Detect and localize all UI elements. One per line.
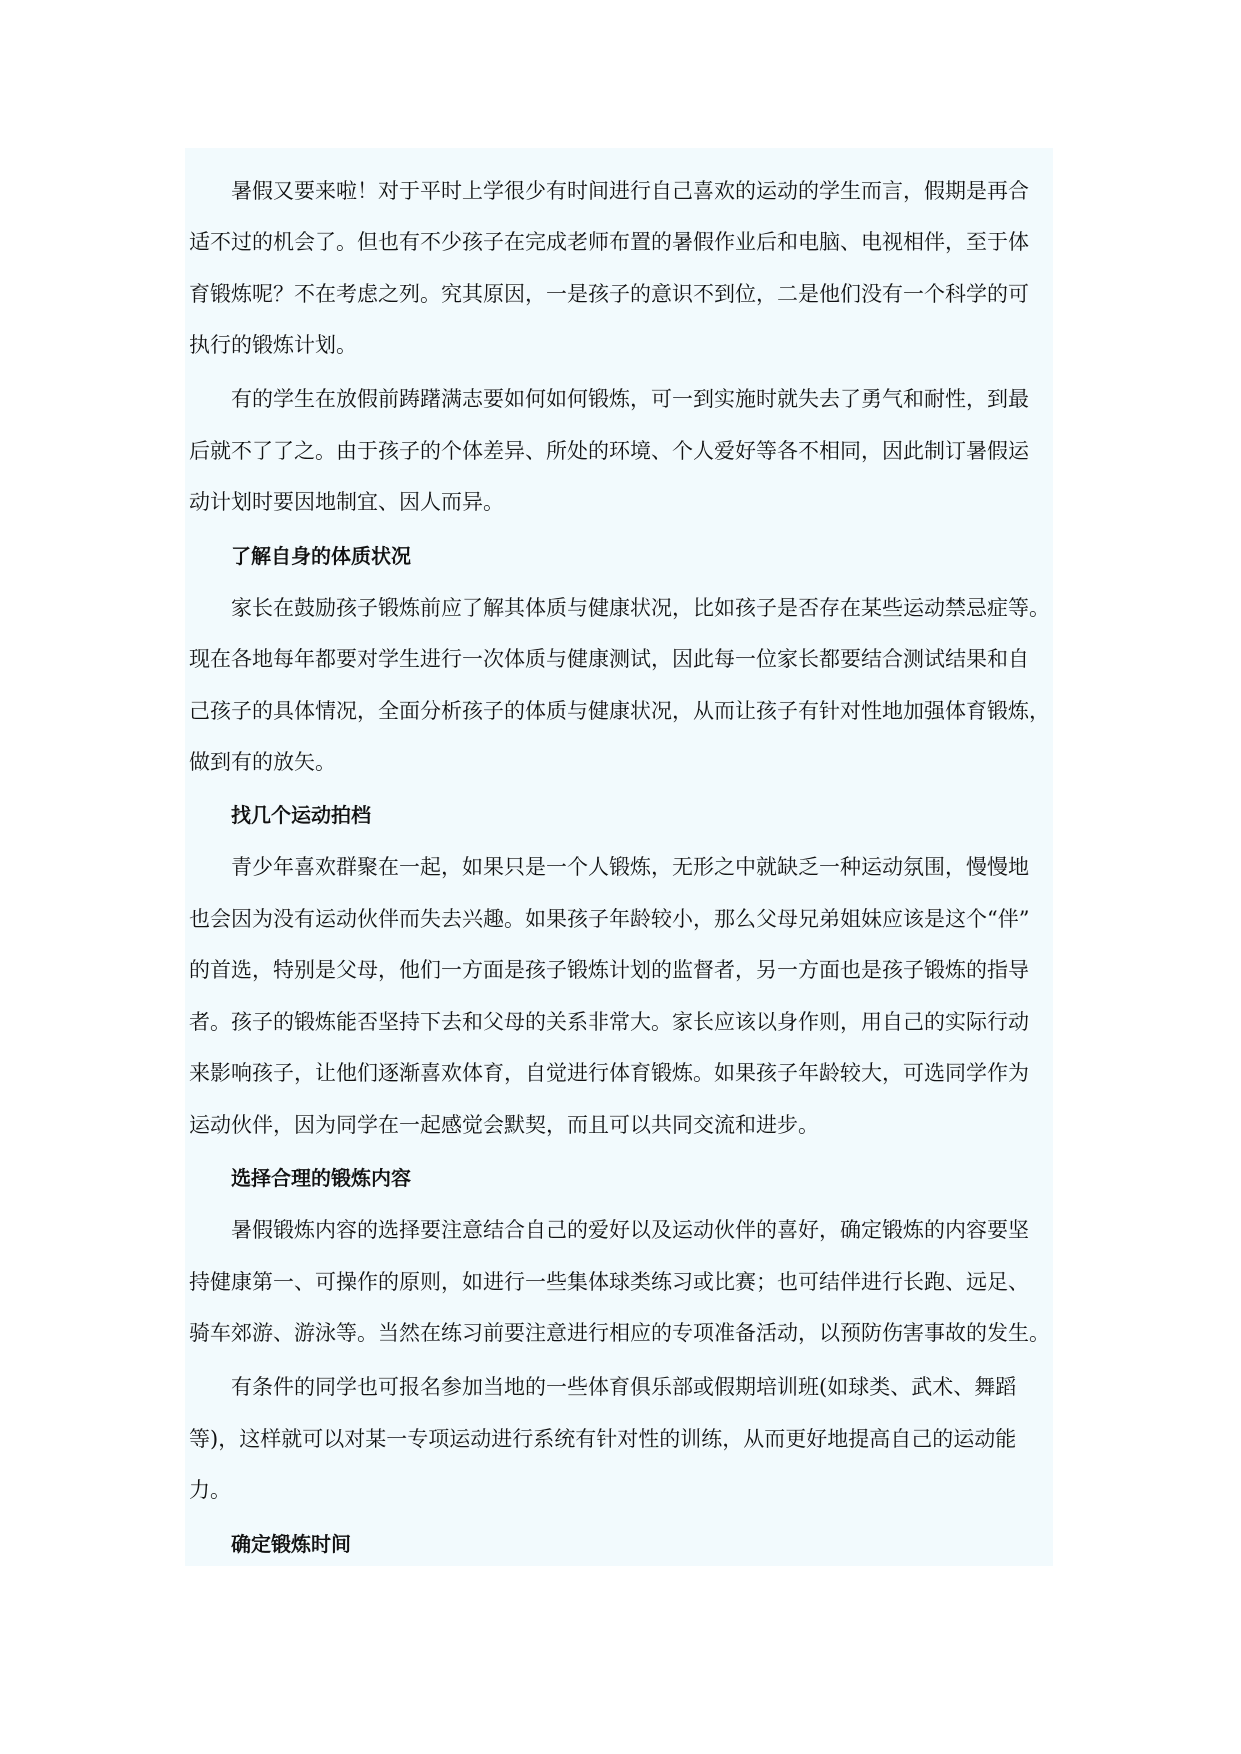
paragraph-6-line-3: 力。 xyxy=(189,1478,231,1502)
section-heading-2: 找几个运动拍档 xyxy=(231,803,371,827)
paragraph-2-line-1: 有的学生在放假前踌躇满志要如何如何锻炼，可一到实施时就失去了勇气和耐性，到最 xyxy=(231,387,1029,411)
paragraph-3-line-2: 现在各地每年都要对学生进行一次体质与健康测试，因此每一位家长都要结合测试结果和自 xyxy=(189,647,1029,671)
paragraph-5-line-2: 持健康第一、可操作的原则，如进行一些集体球类练习或比赛；也可结伴进行长跑、远足、 xyxy=(189,1270,1029,1294)
paragraph-3-line-4: 做到有的放矢。 xyxy=(189,750,336,774)
paragraph-4-line-1: 青少年喜欢群聚在一起，如果只是一个人锻炼，无形之中就缺乏一种运动氛围，慢慢地 xyxy=(231,855,1029,879)
paragraph-5-line-1: 暑假锻炼内容的选择要注意结合自己的爱好以及运动伙伴的喜好，确定锻炼的内容要坚 xyxy=(231,1218,1029,1242)
paragraph-3-line-1: 家长在鼓励孩子锻炼前应了解其体质与健康状况，比如孩子是否存在某些运动禁忌症等。 xyxy=(231,596,1050,620)
paragraph-4-line-3: 的首选，特别是父母，他们一方面是孩子锻炼计划的监督者，另一方面也是孩子锻炼的指导 xyxy=(189,958,1029,982)
paragraph-2-line-2: 后就不了了之。由于孩子的个体差异、所处的环境、个人爱好等各不相同，因此制订暑假运 xyxy=(189,439,1029,463)
paragraph-4-line-5: 来影响孩子，让他们逐渐喜欢体育，自觉进行体育锻炼。如果孩子年龄较大，可选同学作为 xyxy=(189,1061,1029,1085)
paragraph-1-line-1: 暑假又要来啦！对于平时上学很少有时间进行自己喜欢的运动的学生而言，假期是再合 xyxy=(231,179,1029,203)
paragraph-6-line-1: 有条件的同学也可报名参加当地的一些体育俱乐部或假期培训班(如球类、武术、舞蹈 xyxy=(231,1375,1017,1399)
paragraph-4-line-4: 者。孩子的锻炼能否坚持下去和父母的关系非常大。家长应该以身作则，用自己的实际行动 xyxy=(189,1010,1029,1034)
section-heading-3: 选择合理的锻炼内容 xyxy=(231,1166,411,1190)
paragraph-4-line-6: 运动伙伴，因为同学在一起感觉会默契，而且可以共同交流和进步。 xyxy=(189,1113,819,1137)
section-heading-4: 确定锻炼时间 xyxy=(231,1532,351,1556)
paragraph-6-line-2: 等)，这样就可以对某一专项运动进行系统有针对性的训练，从而更好地提高自己的运动能 xyxy=(189,1427,1017,1451)
paragraph-2-line-3: 动计划时要因地制宜、因人而异。 xyxy=(189,490,504,514)
paragraph-4-line-2: 也会因为没有运动伙伴而失去兴趣。如果孩子年龄较小，那么父母兄弟姐妹应该是这个“伴” xyxy=(189,907,1030,931)
paragraph-5-line-3: 骑车郊游、游泳等。当然在练习前要注意进行相应的专项准备活动，以预防伤害事故的发生。 xyxy=(189,1321,1050,1345)
paragraph-1-line-2: 适不过的机会了。但也有不少孩子在完成老师布置的暑假作业后和电脑、电视相伴，至于体 xyxy=(189,230,1029,254)
paragraph-1-line-3: 育锻炼呢？不在考虑之列。究其原因，一是孩子的意识不到位，二是他们没有一个科学的可 xyxy=(189,282,1029,306)
section-heading-1: 了解自身的体质状况 xyxy=(231,544,411,568)
paragraph-3-line-3: 己孩子的具体情况，全面分析孩子的体质与健康状况，从而让孩子有针对性地加强体育锻炼， xyxy=(189,699,1050,723)
paragraph-1-line-4: 执行的锻炼计划。 xyxy=(189,333,357,357)
